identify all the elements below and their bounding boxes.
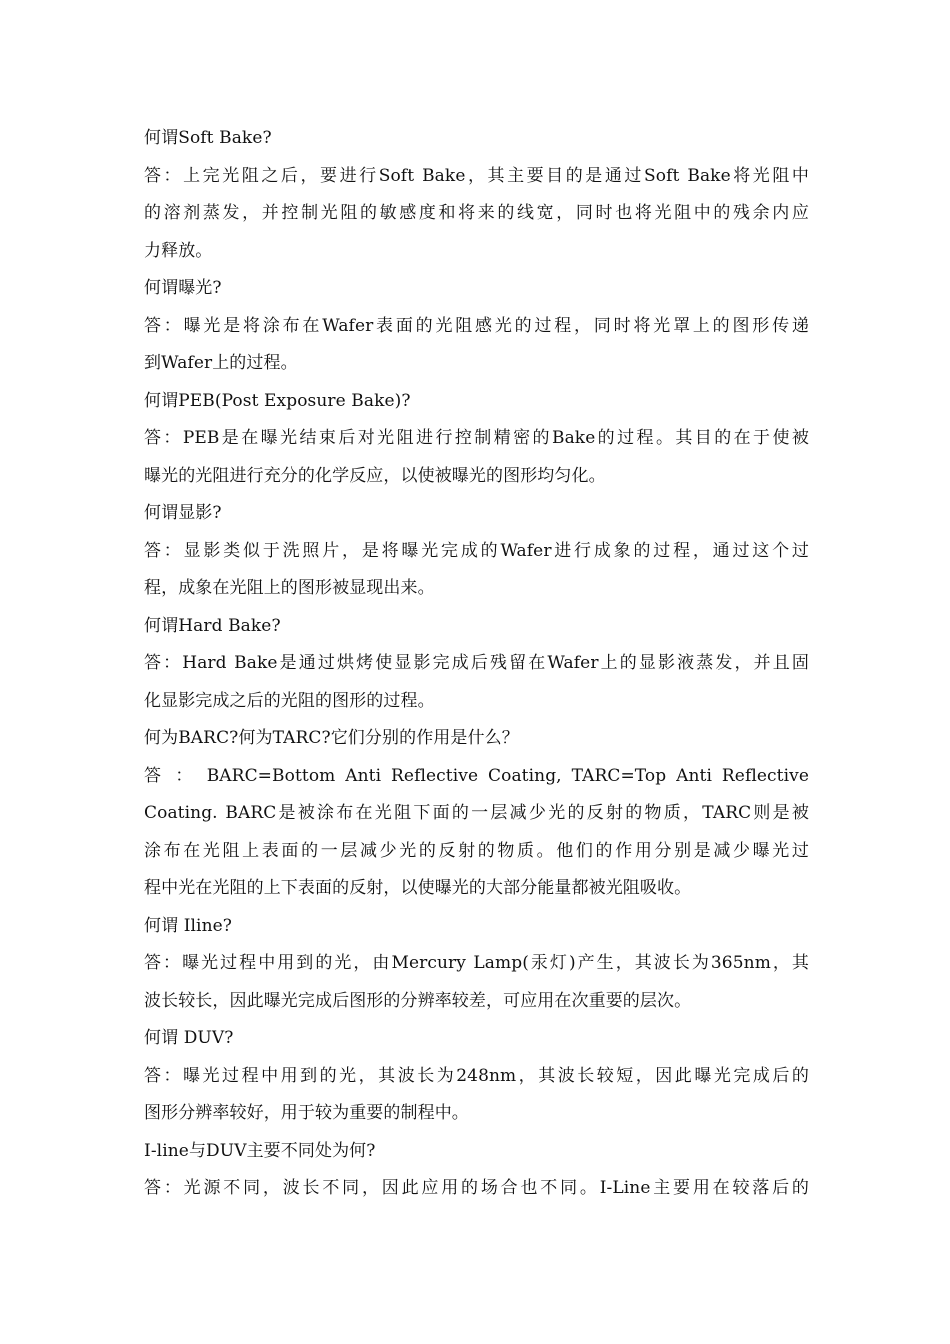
answer-line: 力释放。 xyxy=(144,240,213,261)
question-develop: 何谓显影? xyxy=(144,503,222,523)
answer-line: 答：曝光过程中用到的光，其波长为248nm，其波长较短，因此曝光完成后的 xyxy=(144,1065,809,1086)
document-page xyxy=(144,120,809,1208)
answer-line: 答：光源不同，波长不同，因此应用的场合也不同。I-Line主要用在较落后的 xyxy=(144,1178,809,1198)
answer-line: 到Wafer上的过程。 xyxy=(144,353,298,373)
answer-line: 答：曝光是将涂布在Wafer表面的光阻感光的过程，同时将光罩上的图形传递 xyxy=(144,315,809,336)
answer-line: 答 ： BARC=Bottom Anti Reflective Coating, TARC=Top Anti Reflective xyxy=(144,765,809,786)
answer-line: 曝光的光阻进行充分的化学反应，以使被曝光的图形均匀化。 xyxy=(144,465,606,486)
question-duv: 何谓 DUV? xyxy=(144,1028,234,1048)
answer-line: 答：Hard Bake是通过烘烤使显影完成后残留在Wafer上的显影液蒸发，并且固 xyxy=(144,653,809,673)
answer-line: 波长较长，因此曝光完成后图形的分辨率较差，可应用在次重要的层次。 xyxy=(144,990,692,1011)
answer-line: 答：PEB是在曝光结束后对光阻进行控制精密的Bake的过程。其目的在于使被 xyxy=(144,428,809,448)
answer-line: 化显影完成之后的光阻的图形的过程。 xyxy=(144,690,435,711)
question-iline-vs-duv: I-line与DUV主要不同处为何? xyxy=(144,1140,376,1161)
question-soft-bake: 何谓Soft Bake? xyxy=(144,128,272,148)
question-iline: 何谓 Iline? xyxy=(144,915,233,936)
answer-line: 图形分辨率较好，用于较为重要的制程中。 xyxy=(144,1103,469,1123)
question-barc-tarc: 何为BARC?何为TARC?它们分别的作用是什么？ xyxy=(144,728,519,748)
answer-line: 答：曝光过程中用到的光，由Mercury Lamp(汞灯)产生，其波长为365nm，其 xyxy=(144,953,809,973)
answer-line: Coating. BARC是被涂布在光阻下面的一层减少光的反射的物质，TARC则是被 xyxy=(144,803,809,823)
question-exposure: 何谓曝光? xyxy=(144,278,222,298)
answer-line: 程，成象在光阻上的图形被显现出来。 xyxy=(144,578,435,598)
answer-line: 程中光在光阻的上下表面的反射，以使曝光的大部分能量都被光阻吸收。 xyxy=(144,878,692,898)
answer-line: 的溶剂蒸发，并控制光阻的敏感度和将来的线宽，同时也将光阻中的残余内应 xyxy=(144,203,809,223)
answer-line: 答：显影类似于洗照片，是将曝光完成的Wafer进行成象的过程，通过这个过 xyxy=(144,540,809,561)
answer-line: 答：上完光阻之后，要进行Soft Bake，其主要目的是通过Soft Bake将光阻中 xyxy=(144,165,809,186)
question-hard-bake: 何谓Hard Bake? xyxy=(144,615,281,636)
answer-line: 涂布在光阻上表面的一层减少光的反射的物质。他们的作用分别是减少曝光过 xyxy=(144,840,809,861)
question-peb: 何谓PEB(Post Exposure Bake)? xyxy=(144,390,411,411)
